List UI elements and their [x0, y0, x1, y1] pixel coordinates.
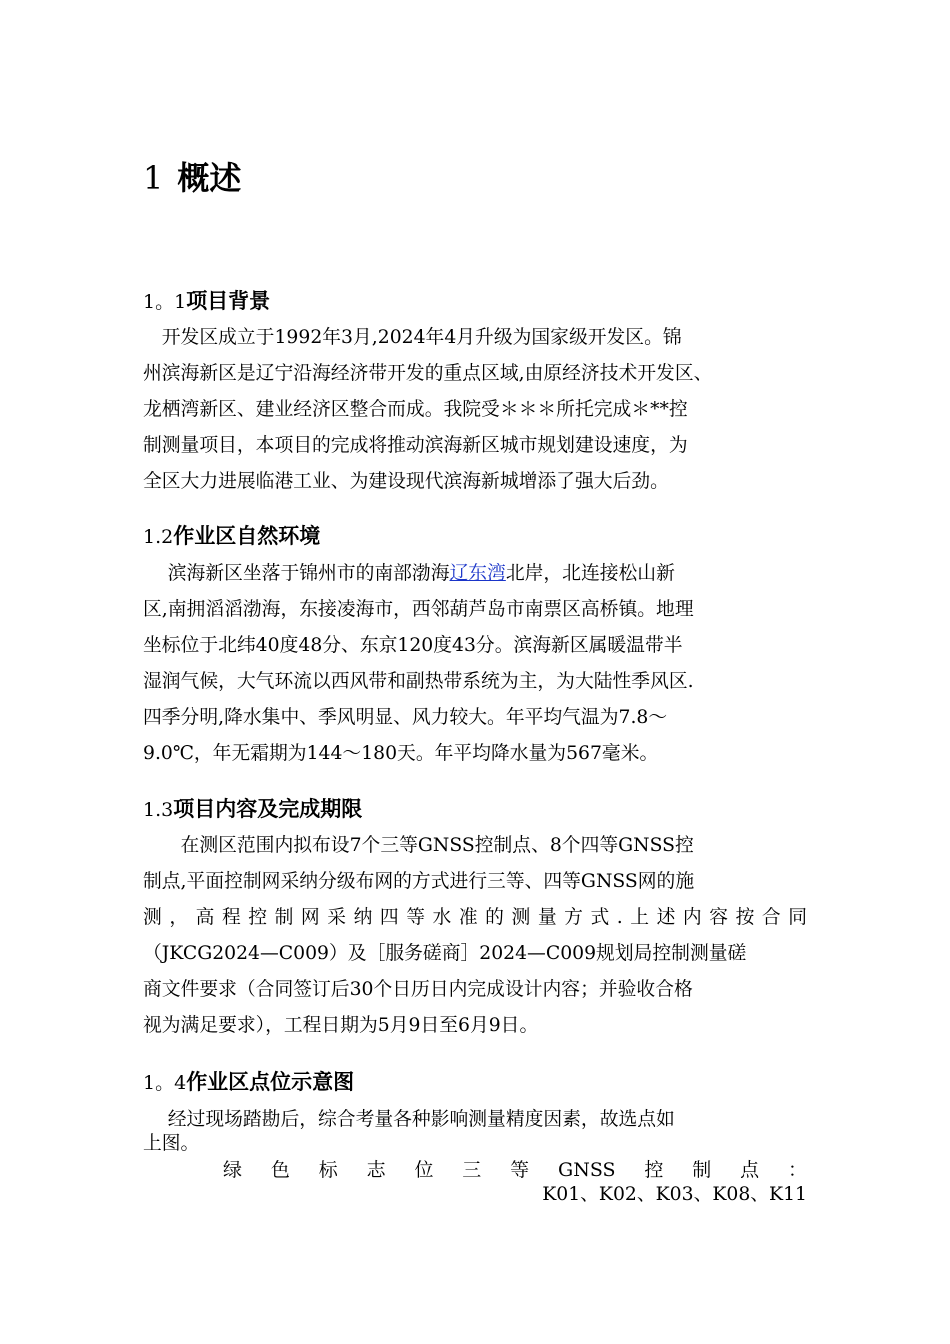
section-heading-point-diagram	[143, 1066, 354, 1099]
paragraph-line: 制测量项目，本项目的完成将推动滨海新区城市规划建设速度，为	[143, 435, 688, 456]
section-number: 1.3	[143, 799, 174, 821]
section-number: 1.2	[143, 526, 174, 548]
point-list: K01、K02、K03、K08、K11	[542, 1184, 807, 1205]
section-number: 1。4	[143, 1072, 187, 1094]
section-title: 项目背景	[186, 289, 271, 313]
spread-char: ：	[787, 1159, 807, 1181]
paragraph-line: 湿润气候，大气环流以西风带和副热带系统为主，为大陆性季风区.	[143, 671, 694, 692]
paragraph-line: 全区大力进展临港工业、为建设现代滨海新城增添了强大后劲。	[143, 471, 669, 492]
paragraph-text: 滨海新区坐落于锦州市的南部渤海	[143, 563, 450, 584]
spread-char: 标	[318, 1159, 338, 1181]
paragraph-project-background	[143, 320, 807, 500]
chapter-number: 1	[143, 159, 164, 197]
chapter-title-text: 概述	[177, 159, 242, 197]
paragraph-line: 坐标位于北纬40度48分、东京120度43分。滨海新区属暖温带半	[143, 635, 683, 656]
paragraph-line: 商文件要求（合同签订后30个日历日内完成设计内容；并验收合格	[143, 979, 693, 1000]
paragraph-line: 9.0℃，年无霜期为144～180天。年平均降水量为567毫米。	[143, 743, 659, 764]
spread-char: 制	[692, 1159, 712, 1181]
paragraph-text: 北岸，北连接松山新	[505, 563, 675, 584]
paragraph-line: 经过现场踏勘后，综合考量各种影响测量精度因素，故选点如	[143, 1109, 675, 1130]
paragraph-line: 四季分明,降水集中、季风明显、风力较大。年平均气温为7.8～	[143, 707, 668, 728]
paragraph-line: 区,南拥滔滔渤海，东接凌海市，西邻葫芦岛市南票区高桥镇。地理	[143, 599, 694, 620]
section-number: 1。1	[143, 291, 187, 313]
spread-char: 志	[366, 1159, 386, 1181]
paragraph-line: 上图。	[143, 1133, 200, 1154]
spread-char: GNSS	[558, 1159, 616, 1181]
spread-char: 点	[740, 1159, 760, 1181]
section-heading-project-background	[143, 285, 270, 318]
section-heading-natural-environment	[143, 520, 320, 553]
spread-char: 三	[462, 1159, 482, 1181]
section-title: 作业区自然环境	[173, 524, 321, 548]
section-heading-project-content	[143, 793, 362, 826]
section-title: 作业区点位示意图	[186, 1070, 355, 1094]
paragraph-line: 制点,平面控制网采纳分级布网的方式进行三等、四等GNSS网的施	[143, 871, 695, 892]
paragraph-line: 州滨海新区是辽宁沿海经济带开发的重点区域,由原经济技术开发区、	[143, 363, 713, 384]
spread-char: 色	[270, 1159, 290, 1181]
paragraph-project-content	[143, 828, 807, 1044]
spread-char: 等	[510, 1159, 530, 1181]
paragraph-line: 在测区范围内拟布设7个三等GNSS控制点、8个四等GNSS控	[143, 835, 694, 856]
paragraph-natural-environment	[143, 556, 807, 772]
paragraph-line	[143, 556, 807, 592]
paragraph-line: 测，高程控制网采纳四等水准的测量方式.上述内容按合同	[143, 907, 807, 928]
spread-char: 控	[644, 1159, 664, 1181]
paragraph-line: 视为满足要求），工程日期为5月9日至6月9日。	[143, 1015, 539, 1036]
chapter-title	[143, 152, 241, 204]
paragraph-point-diagram	[143, 1108, 807, 1156]
paragraph-line: 龙栖湾新区、建业经济区整合而成。我院受＊＊＊所托完成＊**控	[143, 399, 688, 420]
section-title: 项目内容及完成期限	[173, 797, 363, 821]
paragraph-line: 开发区成立于1992年3月,2024年4月升级为国家级开发区。锦	[143, 327, 682, 348]
spread-char: 位	[414, 1159, 434, 1181]
liaodong-bay-link[interactable]: 辽东湾	[449, 563, 506, 584]
paragraph-line: （JKCG2024—C009）及［服务磋商］2024—C009规划局控制测量磋	[143, 943, 747, 964]
spread-char: 绿	[223, 1159, 243, 1181]
